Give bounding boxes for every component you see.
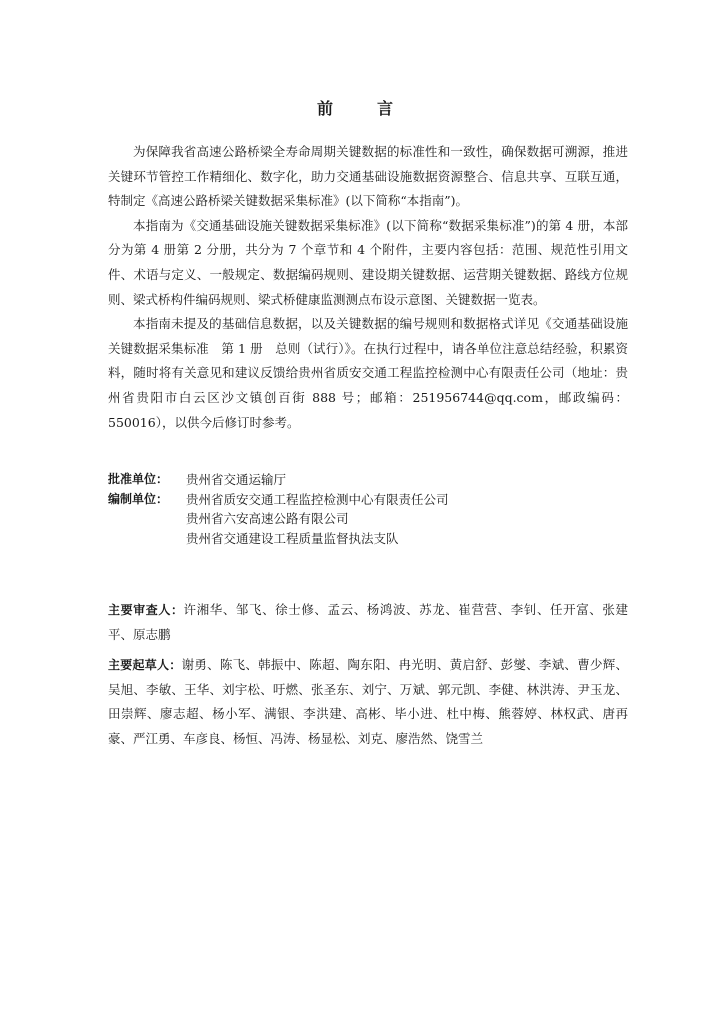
compiler-unit-2: 贵州省六安高速公路有限公司 <box>186 511 349 526</box>
reviewers-names: 许湘华、邹飞、徐士修、孟云、杨鸿波、苏龙、崔营营、李钊、任开富、张建平、原志鹏 <box>108 602 628 642</box>
preface-paragraph-2: 本指南为《交通基础设施关键数据采集标准》(以下简称“数据采集标准”)的第 4 册，本部分为第 4 册第 2 分册，共分为 7 个章节和 4 个附件，主要内容包括：范围、规范性引用文件、术语与定义、一般规定、数据编码规则、建设期关键数据、运营期关键数据、路线方位规则、梁式桥构件编码规则、梁式桥健康监测测点布设示意图、关键数据一览表。 <box>108 217 628 307</box>
compiler-unit-3: 贵州省交通建设工程质量监督执法支队 <box>186 530 399 546</box>
reviewers-paragraph <box>108 598 628 647</box>
organization-block <box>108 470 628 548</box>
compiler-label: 编制单位： <box>108 491 169 506</box>
reviewers-label: 主要审查人： <box>108 603 184 617</box>
compiler-unit-1: 贵州省质安交通工程监控检测中心有限责任公司 <box>186 491 449 507</box>
preface-paragraph-3: 本指南未提及的基础信息数据，以及关键数据的编号规则和数据格式详见《交通基础设施关键数据采集标准 第 1 册 总则（试行）》。在执行过程中，请各单位注意总结经验，积累资料，随时将有关意见和建议反馈给贵州省质安交通工程监控检测中心有限责任公司（地址：贵州省贵阳市白云区沙文镇创百街 888 号；邮箱：251956744@qq.com，邮政编码：550016），以供今后修订时参考。 <box>108 316 628 430</box>
page-title: 前 言 <box>316 99 407 118</box>
preface-body <box>108 140 628 435</box>
people-block <box>108 598 628 758</box>
compiler-values <box>186 490 449 549</box>
approval-unit: 贵州省交通运输厅 <box>186 472 287 487</box>
approval-label: 批准单位： <box>108 472 169 486</box>
drafters-paragraph <box>108 653 628 751</box>
drafters-names: 谢勇、陈飞、韩振中、陈超、陶东阳、冉光明、黄启舒、彭燮、李斌、曹少辉、吴旭、李敏、王华、刘宇松、吁燃、张圣东、刘宁、万斌、郭元凯、李健、林洪涛、尹玉龙、田崇辉、廖志超、杨小军、满银、李洪建、高彬、毕小进、杜中梅、熊蓉婷、林权武、唐再豪、严江勇、车彦良、杨恒、冯涛、杨显松、刘克、廖浩然、饶雪兰 <box>108 657 628 746</box>
preface-paragraph-1: 为保障我省高速公路桥梁全寿命周期关键数据的标准性和一致性，确保数据可溯源，推进关键环节管控工作精细化、数字化，助力交通基础设施数据资源整合、信息共享、互联互通，特制定《高速公路桥梁关键数据采集标准》(以下简称“本指南”)。 <box>108 144 628 209</box>
approval-row <box>108 470 628 490</box>
compiler-row <box>108 490 628 549</box>
approval-values <box>186 470 286 490</box>
drafters-label: 主要起草人： <box>108 658 182 673</box>
